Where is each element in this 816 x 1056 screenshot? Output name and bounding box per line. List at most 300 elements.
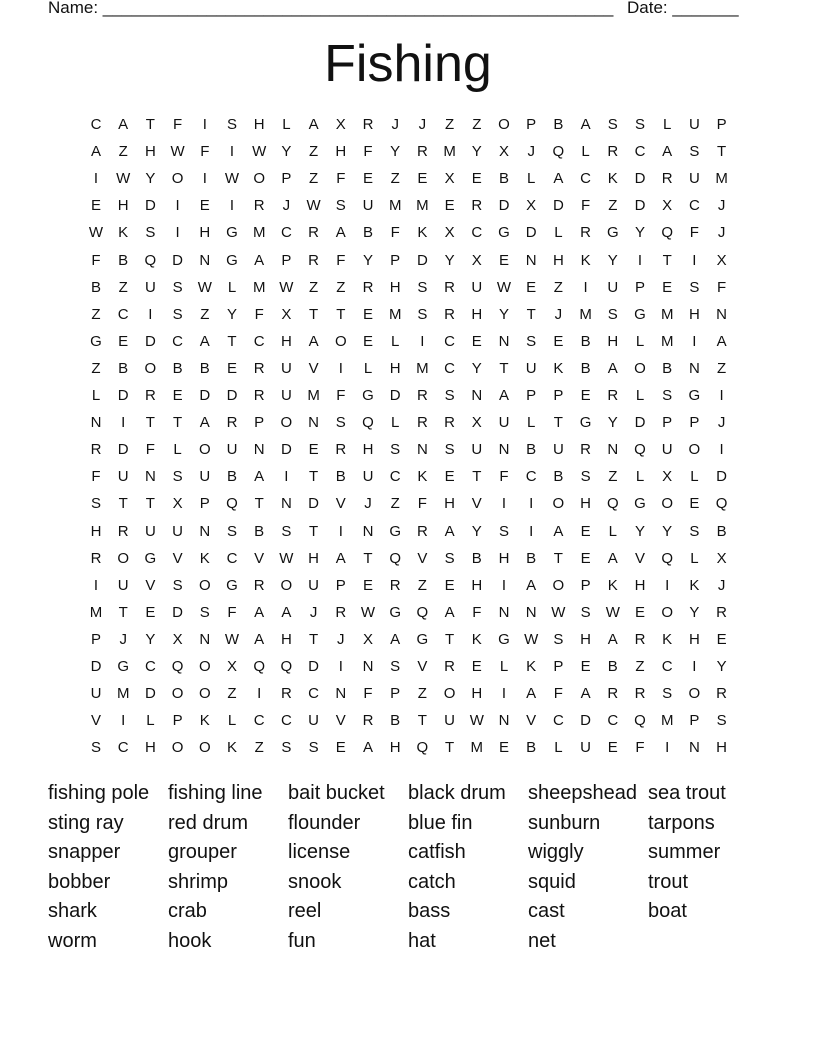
- grid-letter: Y: [689, 603, 700, 621]
- grid-letter: L: [146, 712, 155, 730]
- grid-letter: Y: [145, 630, 156, 648]
- grid-letter: T: [526, 305, 536, 323]
- word-bank-item: reel: [288, 900, 322, 923]
- grid-letter: U: [172, 522, 184, 540]
- grid-letter: L: [690, 549, 699, 567]
- grid-letter: F: [91, 251, 101, 269]
- grid-letter: A: [199, 414, 210, 432]
- grid-letter: S: [281, 739, 292, 757]
- grid-letter: I: [665, 576, 670, 594]
- grid-letter: R: [661, 170, 673, 188]
- grid-letter: I: [175, 224, 180, 242]
- word-bank-item: trout: [648, 870, 689, 893]
- grid-letter: O: [552, 576, 565, 594]
- grid-letter: C: [444, 359, 456, 377]
- grid-letter: D: [226, 387, 238, 404]
- grid-letter: E: [226, 359, 237, 377]
- grid-letter: E: [553, 332, 564, 350]
- grid-letter: Q: [416, 603, 429, 621]
- word-bank-item: squid: [528, 870, 576, 893]
- grid-letter: Z: [472, 116, 482, 133]
- grid-letter: W: [88, 224, 104, 242]
- grid-letter: X: [226, 658, 237, 675]
- grid-letter: U: [117, 576, 129, 594]
- word-bank-item: license: [288, 841, 351, 864]
- grid-letter: Y: [145, 170, 156, 188]
- grid-letter: O: [171, 685, 184, 703]
- grid-letter: H: [199, 224, 211, 242]
- grid-letter: Z: [445, 116, 455, 133]
- word-bank-item: summer: [648, 841, 721, 864]
- grid-letter: P: [526, 387, 537, 404]
- grid-letter: N: [90, 414, 102, 432]
- grid-letter: Q: [280, 658, 293, 675]
- grid-letter: I: [93, 170, 99, 188]
- grid-letter: J: [309, 603, 318, 621]
- grid-letter: R: [226, 414, 238, 432]
- grid-letter: C: [525, 468, 537, 486]
- grid-letter: K: [199, 549, 210, 567]
- grid-letter: D: [117, 387, 129, 404]
- grid-letter: P: [254, 414, 265, 432]
- grid-letter: L: [690, 468, 699, 486]
- grid-letter: S: [417, 305, 428, 323]
- grid-letter: R: [90, 441, 102, 459]
- grid-letter: I: [420, 332, 425, 350]
- grid-letter: G: [634, 305, 646, 323]
- grid-letter: J: [364, 495, 372, 513]
- grid-letter: A: [308, 116, 319, 133]
- grid-letter: I: [719, 441, 724, 459]
- grid-letter: H: [280, 332, 292, 350]
- grid-letter: F: [336, 251, 346, 269]
- grid-letter: A: [607, 549, 618, 567]
- word-bank-item: crab: [168, 900, 207, 923]
- grid-letter: W: [496, 278, 512, 296]
- grid-letter: U: [661, 441, 673, 459]
- grid-letter: N: [199, 251, 211, 269]
- grid-letter: E: [689, 495, 700, 513]
- grid-letter: Z: [200, 305, 210, 323]
- grid-letter: L: [635, 332, 645, 350]
- grid-letter: Z: [390, 495, 400, 513]
- grid-letter: D: [498, 197, 510, 215]
- grid-letter: P: [662, 414, 673, 432]
- grid-letter: F: [472, 603, 482, 621]
- grid-letter: E: [526, 278, 537, 296]
- grid-letter: H: [280, 630, 292, 648]
- grid-letter: S: [662, 685, 673, 703]
- grid-letter: D: [172, 603, 184, 621]
- grid-letter: E: [199, 197, 210, 215]
- grid-letter: B: [90, 278, 101, 296]
- grid-letter: B: [471, 549, 482, 567]
- grid-letter: X: [471, 251, 482, 269]
- grid-letter: U: [117, 468, 129, 486]
- grid-letter: L: [173, 441, 182, 459]
- grid-letter: Y: [390, 143, 401, 161]
- grid-letter: E: [308, 441, 319, 459]
- grid-letter: Q: [661, 224, 674, 242]
- grid-letter: K: [417, 468, 428, 486]
- grid-letter: A: [553, 522, 564, 540]
- grid-letter: K: [607, 576, 618, 594]
- grid-letter: N: [498, 603, 510, 621]
- grid-letter: W: [252, 143, 267, 161]
- grid-letter: E: [362, 305, 373, 323]
- grid-letter: P: [716, 116, 727, 133]
- grid-letter: F: [689, 224, 699, 242]
- grid-letter: L: [391, 332, 400, 350]
- grid-letter: Q: [389, 549, 402, 567]
- grid-letter: F: [336, 387, 346, 404]
- grid-letter: W: [170, 143, 185, 161]
- grid-letter: M: [252, 224, 266, 242]
- grid-letter: X: [172, 630, 183, 648]
- grid-letter: T: [417, 712, 427, 730]
- grid-letter: O: [198, 685, 211, 703]
- word-bank-item: shark: [48, 900, 97, 923]
- grid-letter: O: [144, 359, 157, 377]
- name-field-line[interactable]: Name: ______________________________________________________: [48, 0, 614, 17]
- grid-letter: W: [306, 197, 321, 215]
- grid-letter: S: [172, 468, 183, 486]
- grid-letter: I: [284, 468, 289, 486]
- grid-letter: E: [335, 739, 346, 757]
- grid-letter: Y: [634, 224, 645, 242]
- grid-letter: L: [635, 468, 645, 486]
- grid-letter: S: [308, 739, 319, 757]
- grid-letter: L: [227, 278, 237, 296]
- grid-letter: P: [335, 576, 346, 594]
- grid-letter: R: [416, 522, 428, 540]
- grid-letter: D: [552, 197, 564, 215]
- grid-letter: P: [689, 712, 700, 730]
- grid-letter: H: [308, 549, 320, 567]
- grid-letter: D: [416, 251, 428, 269]
- grid-letter: I: [338, 658, 343, 675]
- grid-letter: C: [308, 685, 320, 703]
- grid-letter: H: [144, 143, 156, 161]
- grid-letter: C: [90, 116, 102, 133]
- grid-letter: E: [607, 739, 618, 757]
- grid-letter: E: [362, 170, 373, 188]
- grid-letter: C: [253, 712, 265, 730]
- grid-letter: X: [716, 251, 727, 269]
- grid-letter: J: [717, 224, 726, 242]
- grid-letter: F: [363, 685, 373, 703]
- grid-letter: F: [499, 468, 509, 486]
- grid-letter: P: [172, 712, 183, 730]
- grid-letter: G: [416, 630, 429, 648]
- grid-letter: A: [580, 685, 591, 703]
- grid-letter: S: [580, 603, 591, 621]
- grid-letter: W: [224, 170, 240, 188]
- grid-letter: I: [121, 414, 126, 432]
- grid-letter: B: [553, 468, 564, 486]
- grid-letter: B: [118, 359, 129, 377]
- grid-letter: Z: [118, 143, 128, 161]
- grid-letter: F: [417, 495, 427, 513]
- grid-letter: E: [118, 332, 129, 350]
- grid-letter: M: [307, 387, 320, 404]
- grid-letter: L: [499, 658, 509, 675]
- grid-letter: F: [717, 278, 727, 296]
- grid-letter: M: [116, 685, 130, 703]
- grid-letter: Q: [253, 658, 266, 675]
- grid-letter: C: [389, 468, 401, 486]
- grid-letter: M: [89, 603, 103, 621]
- grid-letter: B: [172, 359, 183, 377]
- grid-letter: I: [692, 658, 697, 675]
- grid-letter: H: [580, 630, 592, 648]
- grid-letter: X: [662, 197, 673, 215]
- grid-letter: S: [444, 441, 455, 459]
- word-bank-item: catch: [408, 870, 456, 893]
- grid-letter: G: [688, 387, 701, 404]
- grid-letter: R: [471, 197, 483, 215]
- grid-letter: F: [200, 143, 210, 161]
- grid-letter: D: [199, 387, 211, 404]
- grid-letter: A: [254, 468, 265, 486]
- grid-letter: R: [362, 116, 374, 133]
- grid-letter: U: [144, 278, 156, 296]
- grid-letter: I: [202, 116, 207, 133]
- grid-letter: F: [581, 197, 591, 215]
- grid-letter: T: [145, 116, 155, 133]
- grid-letter: D: [144, 197, 156, 215]
- grid-letter: U: [444, 712, 456, 730]
- grid-letter: Q: [226, 495, 238, 513]
- grid-letter: Z: [608, 197, 618, 215]
- grid-letter: W: [116, 170, 131, 188]
- grid-letter: H: [607, 332, 619, 350]
- grid-letter: B: [526, 739, 537, 757]
- grid-letter: Y: [471, 522, 482, 540]
- grid-letter: A: [607, 630, 618, 648]
- grid-letter: V: [526, 712, 537, 730]
- grid-letter: V: [335, 712, 346, 730]
- grid-letter: A: [308, 332, 319, 350]
- grid-letter: O: [198, 739, 211, 757]
- grid-letter: Z: [635, 658, 645, 675]
- grid-letter: U: [688, 116, 700, 133]
- grid-letter: J: [282, 197, 291, 215]
- grid-letter: C: [117, 739, 129, 757]
- grid-letter: T: [499, 359, 509, 377]
- grid-letter: R: [280, 685, 292, 703]
- grid-letter: S: [199, 603, 210, 621]
- grid-letter: K: [607, 170, 618, 188]
- grid-letter: I: [692, 251, 697, 269]
- word-bank-item: bass: [408, 900, 451, 923]
- grid-letter: C: [117, 305, 129, 323]
- grid-letter: K: [689, 576, 700, 594]
- word-bank-item: fishing pole: [48, 782, 150, 804]
- grid-letter: U: [471, 441, 483, 459]
- grid-letter: S: [172, 305, 183, 323]
- grid-letter: Z: [91, 305, 101, 323]
- grid-letter: R: [308, 224, 320, 242]
- grid-letter: O: [198, 658, 211, 675]
- grid-letter: E: [471, 658, 482, 675]
- grid-letter: G: [389, 522, 402, 540]
- grid-letter: B: [580, 332, 591, 350]
- grid-letter: G: [579, 414, 592, 432]
- grid-letter: S: [444, 549, 455, 567]
- word-bank-item: worm: [48, 930, 97, 952]
- grid-letter: E: [471, 332, 482, 350]
- grid-letter: E: [362, 332, 373, 350]
- grid-letter: A: [498, 387, 509, 404]
- grid-letter: V: [90, 712, 101, 730]
- date-field-line[interactable]: Date: _______: [627, 0, 739, 17]
- grid-letter: V: [172, 549, 183, 567]
- grid-letter: S: [226, 116, 237, 133]
- grid-letter: L: [608, 522, 617, 540]
- grid-letter: J: [717, 197, 726, 215]
- grid-letter: Z: [390, 170, 400, 188]
- grid-letter: I: [121, 712, 126, 730]
- grid-letter: E: [716, 630, 727, 648]
- grid-letter: L: [663, 116, 672, 133]
- grid-letter: Y: [607, 414, 618, 432]
- grid-letter: A: [254, 630, 265, 648]
- grid-letter: M: [416, 359, 429, 377]
- grid-letter: P: [390, 685, 401, 703]
- grid-letter: V: [471, 495, 482, 513]
- grid-letter: U: [226, 441, 238, 459]
- grid-letter: A: [607, 359, 618, 377]
- grid-letter: X: [335, 116, 346, 133]
- word-bank-item: fun: [288, 930, 316, 952]
- word-bank-item: grouper: [168, 841, 237, 864]
- grid-letter: E: [498, 251, 509, 269]
- grid-letter: R: [444, 278, 456, 296]
- grid-letter: P: [553, 387, 564, 404]
- grid-letter: L: [363, 359, 373, 377]
- grid-letter: A: [335, 549, 346, 567]
- grid-letter: I: [229, 143, 235, 161]
- grid-letter: S: [580, 468, 591, 486]
- grid-letter: K: [662, 630, 673, 648]
- grid-letter: R: [444, 658, 456, 675]
- grid-letter: M: [660, 332, 674, 350]
- word-bank-item: catfish: [408, 841, 466, 864]
- grid-letter: K: [580, 251, 591, 269]
- page-title: Fishing: [324, 35, 492, 93]
- grid-letter: N: [362, 522, 374, 540]
- grid-letter: H: [389, 739, 401, 757]
- grid-letter: R: [389, 576, 401, 594]
- grid-letter: S: [689, 522, 700, 540]
- grid-letter: M: [252, 278, 266, 296]
- grid-letter: Y: [716, 658, 727, 675]
- grid-letter: D: [280, 441, 292, 459]
- grid-letter: R: [253, 387, 265, 404]
- grid-letter: F: [635, 739, 645, 757]
- grid-letter: O: [117, 549, 130, 567]
- grid-letter: O: [634, 359, 646, 377]
- grid-letter: I: [175, 197, 180, 215]
- grid-letter: W: [469, 712, 484, 730]
- grid-letter: I: [501, 576, 507, 594]
- grid-letter: Y: [226, 305, 237, 323]
- grid-letter: G: [226, 224, 238, 242]
- grid-letter: I: [665, 739, 670, 757]
- grid-letter: S: [90, 495, 101, 513]
- grid-letter: N: [498, 712, 510, 730]
- grid-letter: E: [90, 197, 101, 215]
- grid-letter: W: [279, 278, 294, 296]
- grid-letter: W: [197, 278, 212, 296]
- grid-letter: O: [498, 116, 510, 133]
- grid-letter: E: [634, 603, 645, 621]
- grid-letter: Q: [171, 658, 184, 675]
- grid-letter: O: [171, 739, 184, 757]
- grid-letter: H: [144, 739, 156, 757]
- word-bank-item: black drum: [408, 782, 506, 804]
- grid-letter: I: [229, 197, 235, 215]
- grid-letter: L: [527, 170, 536, 188]
- grid-letter: H: [389, 359, 401, 377]
- grid-letter: O: [171, 170, 184, 188]
- grid-letter: M: [416, 197, 429, 215]
- grid-letter: I: [529, 522, 534, 540]
- grid-letter: V: [417, 549, 428, 567]
- grid-letter: K: [417, 224, 428, 242]
- grid-letter: A: [526, 685, 537, 703]
- grid-letter: E: [580, 387, 591, 404]
- grid-letter: Z: [553, 278, 563, 296]
- grid-letter: D: [144, 685, 156, 703]
- grid-letter: A: [580, 116, 591, 133]
- grid-letter: S: [172, 576, 183, 594]
- grid-letter: T: [309, 305, 319, 323]
- grid-letter: D: [634, 414, 646, 432]
- grid-letter: S: [498, 522, 509, 540]
- grid-letter: K: [553, 359, 564, 377]
- grid-letter: N: [471, 387, 483, 404]
- grid-letter: L: [282, 116, 291, 133]
- grid-letter: Q: [606, 495, 619, 513]
- grid-letter: R: [90, 549, 102, 567]
- grid-letter: S: [444, 387, 455, 404]
- grid-letter: G: [226, 251, 238, 269]
- grid-letter: T: [472, 468, 482, 486]
- grid-letter: O: [334, 332, 347, 350]
- grid-letter: J: [717, 414, 726, 432]
- grid-letter: S: [335, 197, 346, 215]
- grid-letter: N: [199, 522, 211, 540]
- grid-letter: U: [580, 739, 592, 757]
- grid-letter: B: [662, 359, 673, 377]
- grid-letter: U: [308, 576, 320, 594]
- grid-letter: U: [607, 278, 619, 296]
- grid-letter: O: [198, 576, 211, 594]
- grid-letter: V: [254, 549, 265, 567]
- grid-letter: D: [117, 441, 129, 459]
- word-bank-item: tarpons: [648, 811, 715, 834]
- grid-letter: O: [280, 414, 293, 432]
- grid-letter: G: [362, 387, 374, 404]
- grid-letter: X: [498, 143, 509, 161]
- grid-letter: A: [553, 170, 564, 188]
- grid-letter: R: [308, 251, 320, 269]
- grid-letter: B: [553, 116, 564, 133]
- grid-letter: C: [471, 224, 483, 242]
- grid-letter: Z: [417, 685, 427, 703]
